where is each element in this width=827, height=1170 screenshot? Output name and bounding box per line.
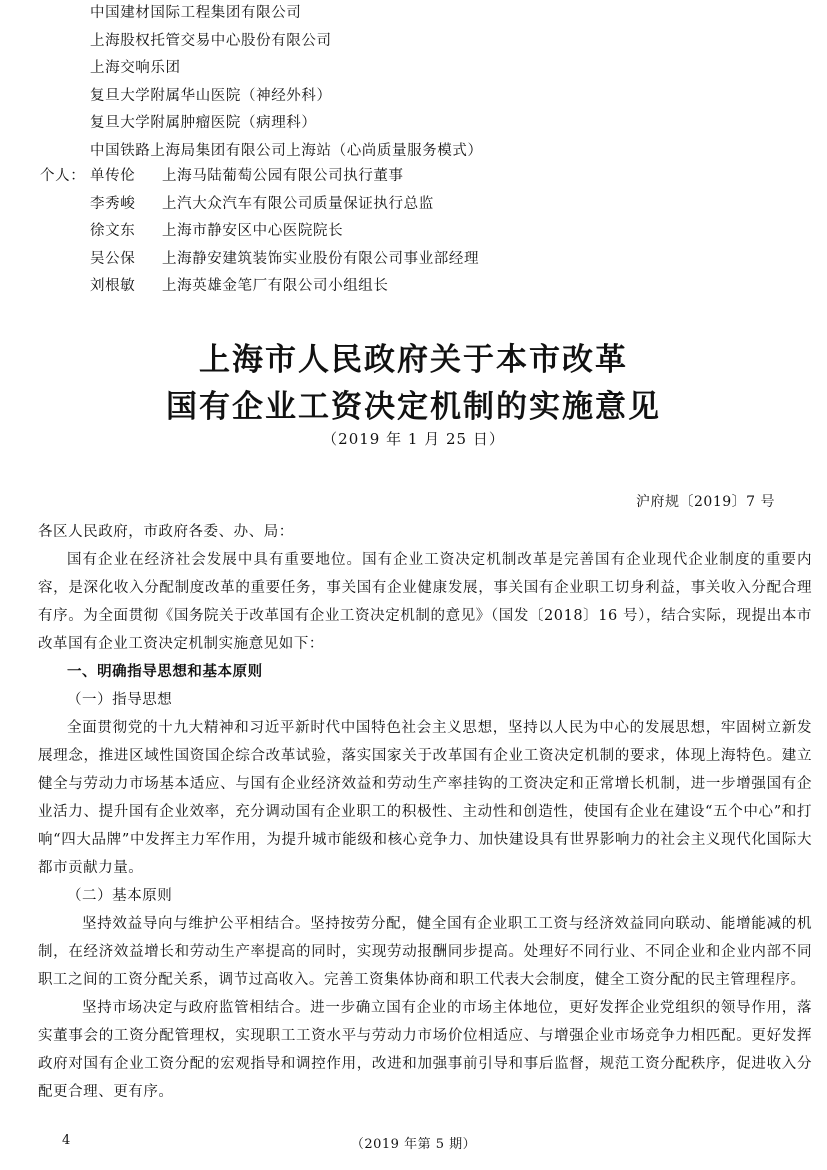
principle-paragraph: 坚持市场决定与政府监管相结合。进一步确立国有企业的市场主体地位，更好发挥企业党组织的领导作用，落实董事会的工资分配管理权，实现职工工资水平与劳动力市场价位相适应、与增强企业市场竞争力相匹配。更好发挥政府对国有企业工资分配的宏观指导和调控作用，改进和加强事前引导和事后监督，规范工资分配秩序，促进收入分配更合理、更有序。 bbox=[38, 1000, 812, 1100]
page-footer bbox=[0, 1131, 827, 1155]
person-role: 上海市静安区中心医院院长 bbox=[162, 223, 344, 239]
award-person-list bbox=[40, 163, 479, 301]
organization-item: 中国铁路上海局集团有限公司上海站（心尚质量服务模式） bbox=[90, 142, 483, 159]
person-prefix bbox=[40, 273, 90, 301]
salutation: 各区人民政府，市政府各委、办、局： bbox=[38, 524, 294, 540]
person-prefix bbox=[40, 246, 90, 274]
issue-label: （2019 年第 5 期） bbox=[350, 1137, 477, 1152]
person-name: 徐文东 bbox=[90, 223, 136, 239]
organization-item: 上海股权托管交易中心股份有限公司 bbox=[90, 32, 332, 49]
person-name: 李秀峻 bbox=[90, 195, 136, 212]
person-role: 上海静安建筑装饰实业股份有限公司事业部经理 bbox=[162, 250, 480, 267]
person-role: 上海马陆葡萄公园有限公司执行董事 bbox=[162, 168, 404, 184]
document-title-line-2: 国有企业工资决定机制的实施意见 bbox=[166, 389, 661, 425]
person-prefix bbox=[40, 191, 90, 219]
person-prefix bbox=[40, 218, 90, 246]
document-body bbox=[38, 518, 812, 1106]
page-number: 4 bbox=[62, 1133, 71, 1148]
organization-item: 复旦大学附属肿瘤医院（病理科） bbox=[90, 115, 317, 131]
person-item bbox=[40, 218, 479, 246]
document-date: （2019 年 1 月 25 日） bbox=[322, 430, 505, 448]
organization-item: 上海交响乐团 bbox=[90, 60, 181, 76]
subsection-heading: （二）基本原则 bbox=[67, 888, 173, 904]
subsection-heading: （一）指导思想 bbox=[67, 692, 173, 708]
award-organization-list bbox=[90, 0, 483, 165]
organization-item: 复旦大学附属华山医院（神经外科） bbox=[90, 87, 332, 104]
person-item bbox=[40, 273, 479, 301]
organization-item: 中国建材国际工程集团有限公司 bbox=[90, 5, 302, 21]
person-item bbox=[40, 191, 479, 219]
document-title-line-1: 上海市人民政府关于本市改革 bbox=[199, 342, 628, 378]
person-role: 上汽大众汽车有限公司质量保证执行总监 bbox=[162, 195, 434, 212]
person-name: 刘根敏 bbox=[90, 278, 136, 294]
person-item bbox=[40, 163, 479, 191]
person-role: 上海英雄金笔厂有限公司小组组长 bbox=[162, 278, 389, 294]
guiding-ideology-paragraph: 全面贯彻党的十九大精神和习近平新时代中国特色社会主义思想，坚持以人民为中心的发展思想，牢固树立新发展理念，推进区域性国资国企综合改革试验，落实国家关于改革国有企业工资决定机制的要求，体现上海特色。建立健全与劳动力市场基本适应、与国有企业经济效益和劳动生产率挂钩的工资决定和正常增长机制，进一步增强国有企业活力、提升国有企业效率，充分调动国有企业职工的积极性、主动性和创造性，使国有企业在建设“五个中心”和打响“四大品牌”中发挥主力军作用，为提升城市能级和核心竞争力、加快建设具有世界影响力的社会主义现代化国际大都市贡献力量。 bbox=[38, 720, 812, 876]
person-item bbox=[40, 246, 479, 274]
document-number: 沪府规〔2019〕7 号 bbox=[636, 494, 775, 510]
person-name: 单传伦 bbox=[90, 168, 136, 184]
person-prefix: 个人： bbox=[40, 168, 86, 184]
section-heading: 一、明确指导思想和基本原则 bbox=[67, 663, 263, 680]
intro-paragraph: 国有企业在经济社会发展中具有重要地位。国有企业工资决定机制改革是完善国有企业现代企业制度的重要内容，是深化收入分配制度改革的重要任务，事关国有企业健康发展，事关国有企业职工切身利益，事关收入分配合理有序。为全面贯彻《国务院关于改革国有企业工资决定机制的意见》（国发〔2018〕16 号），结合实际，现提出本市改革国有企业工资决定机制实施意见如下： bbox=[38, 552, 812, 652]
person-name: 吴公保 bbox=[90, 250, 136, 267]
principle-paragraph: 坚持效益导向与维护公平相结合。坚持按劳分配，健全国有企业职工工资与经济效益同向联动、能增能减的机制，在经济效益增长和劳动生产率提高的同时，实现劳动报酬同步提高。处理好不同行业、不同企业和企业内部不同职工之间的工资分配关系，调节过高收入。完善工资集体协商和职工代表大会制度，健全工资分配的民主管理程序。 bbox=[38, 916, 812, 988]
